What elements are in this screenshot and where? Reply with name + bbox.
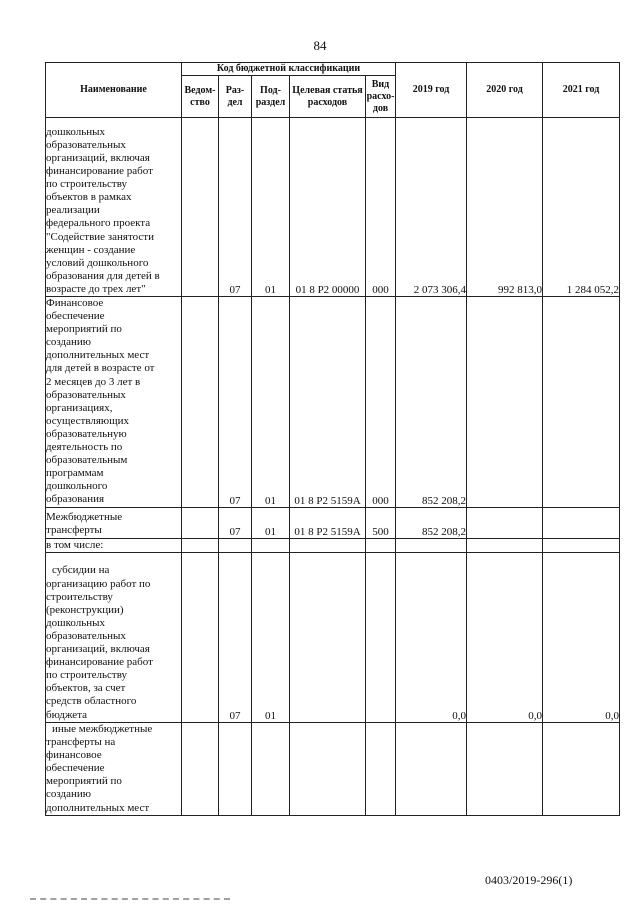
cell-subsection: [252, 538, 290, 552]
cell-department: [182, 297, 219, 508]
cell-2021: [543, 722, 620, 815]
cell-2021: 1 284 052,2: [543, 118, 620, 297]
cell-department: [182, 118, 219, 297]
cell-department: [182, 538, 219, 552]
cell-section: [219, 722, 252, 815]
row-name: субсидии на организацию работ по строительству (реконструкции) дошкольных образовательных организаций, включая финансирование работ по строительству объектов, за счет средств областного бюджета: [46, 552, 182, 722]
cell-type: [366, 552, 396, 722]
cell-subsection: 01: [252, 507, 290, 538]
cell-2021: 0,0: [543, 552, 620, 722]
document-code: 0403/2019-296(1): [485, 873, 573, 887]
cell-2019: 852 208,2: [396, 507, 467, 538]
cell-target: 01 8 P2 00000: [290, 118, 366, 297]
cell-subsection: 01: [252, 552, 290, 722]
cell-section: 07: [219, 552, 252, 722]
cell-2021: [543, 507, 620, 538]
cell-subsection: [252, 722, 290, 815]
cell-2019: 2 073 306,4: [396, 118, 467, 297]
cell-2020: [467, 538, 543, 552]
cell-target: [290, 538, 366, 552]
cell-target: 01 8 P2 5159A: [290, 297, 366, 508]
cell-department: [182, 552, 219, 722]
row-name: Финансовое обеспечение мероприятий по созданию дополнительных мест для детей в возрасте от 2 месяцев до 3 лет в образовательных организациях, осуществляющих образовательную деятельность по образовательным программам дошкольного образования: [46, 297, 182, 508]
header-department: Ведом-ство: [182, 76, 219, 118]
cell-2020: [467, 297, 543, 508]
cell-target: [290, 552, 366, 722]
cell-2019: 852 208,2: [396, 297, 467, 508]
cell-2020: [467, 507, 543, 538]
cell-2021: [543, 538, 620, 552]
cell-2020: 992 813,0: [467, 118, 543, 297]
cell-2021: [543, 297, 620, 508]
table-row: [46, 118, 620, 297]
table-row: [46, 722, 620, 815]
table-row: [46, 297, 620, 508]
cell-section: 07: [219, 507, 252, 538]
cell-department: [182, 722, 219, 815]
cell-section: [219, 538, 252, 552]
header-name: Наименование: [46, 63, 182, 118]
table-row: [46, 552, 620, 722]
budget-table: [45, 62, 620, 816]
row-name: Межбюджетные трансферты: [46, 507, 182, 538]
cell-type: 000: [366, 297, 396, 508]
row-name: дошкольных образовательных организаций, включая финансирование работ по строительству объектов в рамках реализации федерального проекта "Содействие занятости женщин - создание условий дошкольного образования для детей в возрасте до трех лет": [46, 118, 182, 297]
cell-subsection: 01: [252, 297, 290, 508]
scan-artifact: [30, 898, 230, 903]
header-code-group: Код бюджетной классификации: [182, 63, 396, 76]
header-2020: 2020 год: [467, 63, 543, 118]
cell-type: 000: [366, 118, 396, 297]
table-row: [46, 507, 620, 538]
header-section: Раз-дел: [219, 76, 252, 118]
header-2021: 2021 год: [543, 63, 620, 118]
cell-section: 07: [219, 118, 252, 297]
cell-target: [290, 722, 366, 815]
cell-2020: 0,0: [467, 552, 543, 722]
cell-type: 500: [366, 507, 396, 538]
table-row: [46, 538, 620, 552]
cell-2019: [396, 722, 467, 815]
cell-2020: [467, 722, 543, 815]
header-expense-type: Вид расхо-дов: [366, 76, 396, 118]
cell-target: 01 8 P2 5159A: [290, 507, 366, 538]
cell-department: [182, 507, 219, 538]
header-target-item: Целевая статья расходов: [290, 76, 366, 118]
cell-2019: 0,0: [396, 552, 467, 722]
cell-section: 07: [219, 297, 252, 508]
header-2019: 2019 год: [396, 63, 467, 118]
cell-subsection: 01: [252, 118, 290, 297]
row-name: иные межбюджетные трансферты на финансовое обеспечение мероприятий по созданию дополнительных мест: [46, 722, 182, 815]
page-number: 84: [313, 38, 327, 53]
header-subsection: Под-раздел: [252, 76, 290, 118]
row-name: в том числе:: [46, 538, 182, 552]
cell-type: [366, 538, 396, 552]
cell-type: [366, 722, 396, 815]
cell-2019: [396, 538, 467, 552]
